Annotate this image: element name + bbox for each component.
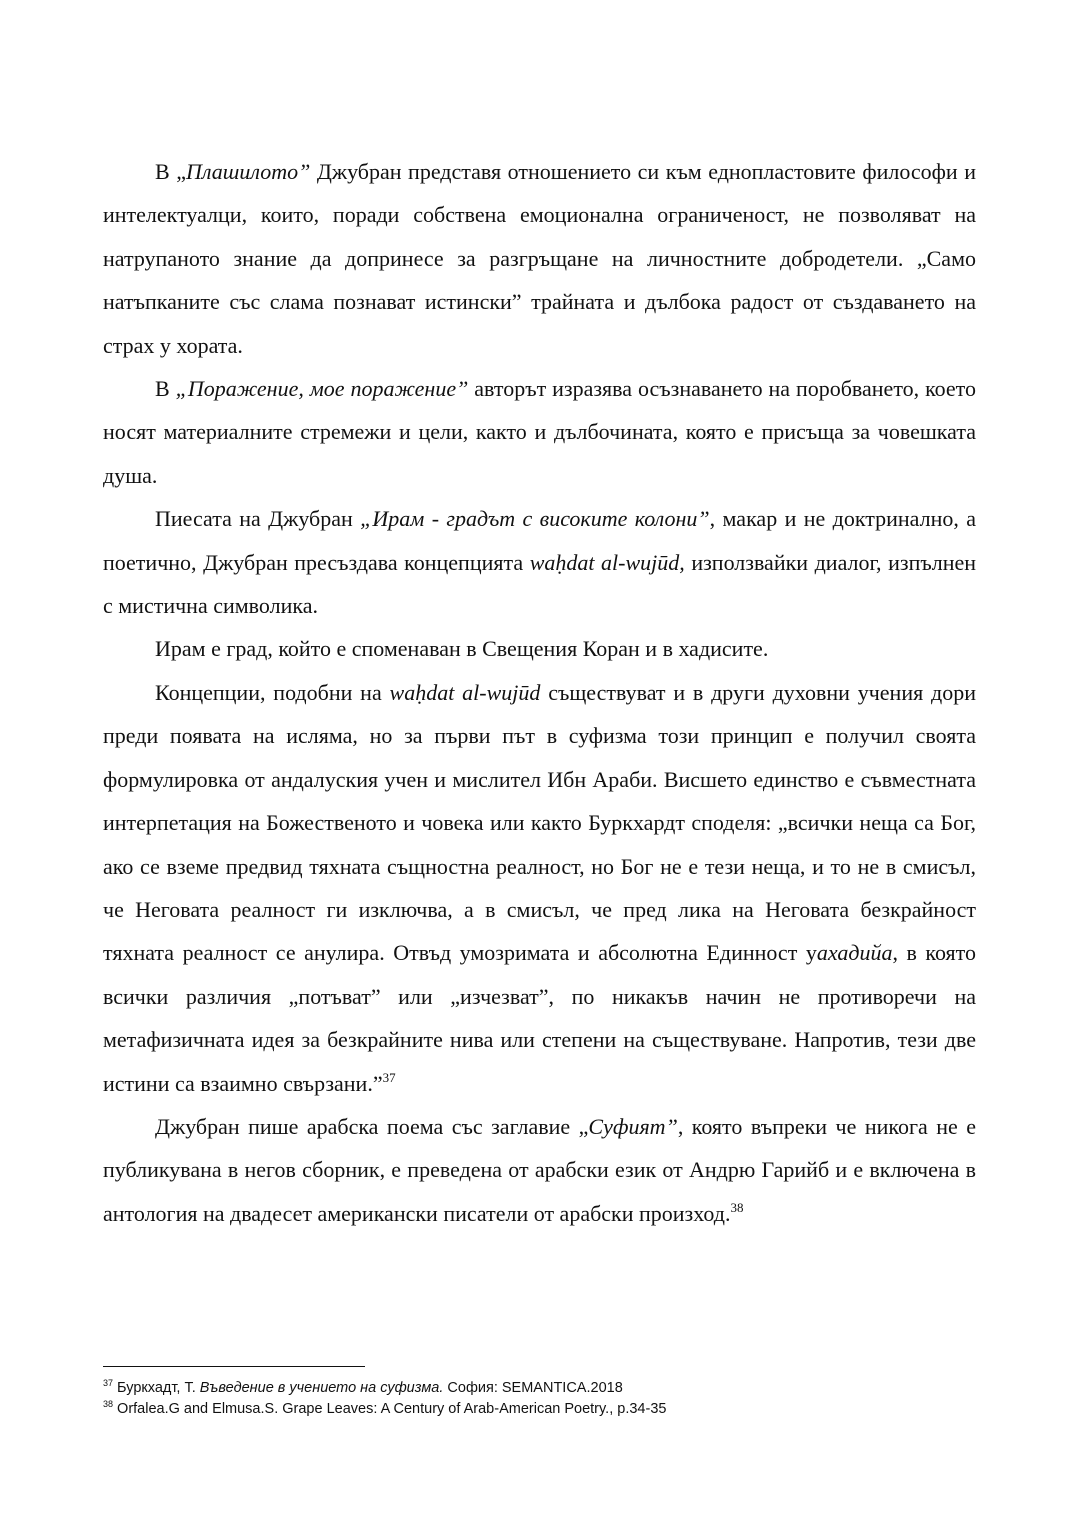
text-segment: авторът изразява осъзнаването на поробването, което носят материалните стремежи и цели, както и дълбочината, която е присъща за човешката душа. bbox=[103, 376, 976, 488]
footnote-ref-38[interactable]: 38 bbox=[730, 1199, 744, 1215]
footnote-38 bbox=[103, 1399, 976, 1420]
italic-title-sufiyat: Суфият” bbox=[588, 1113, 678, 1139]
footnote-number: 37 bbox=[103, 1378, 114, 1388]
italic-title-plashiloto: Плашилото” bbox=[185, 159, 311, 184]
text-segment: Концепции, подобни на bbox=[155, 679, 390, 705]
text-segment: използвайки диалог, изпълнен с мистична символика. bbox=[103, 549, 977, 619]
paragraph-sufiyat bbox=[103, 1105, 976, 1235]
text-segment: Джубран пише арабска поема със заглавие „ bbox=[155, 1113, 589, 1139]
text-segment: , в която всички различия „потъват” или „изчезват”, по никакъв начин не противоречи на метафизичната идея за безкрайните нива или степени на съществуване. Напротив, тези две истини са взаимно свързани.” bbox=[103, 940, 976, 1096]
italic-term-wahdat: waḥdat al-wujūd, bbox=[529, 549, 685, 575]
footnote-ref-37[interactable]: 37 bbox=[382, 1069, 396, 1085]
text-segment: Джубран представя отношението си към еднопластовите философи и интелектуалци, които, поради собствена емоционална ограниченост, не позволяват на натрупаното знание да допринесе за разгръщане на личностните добродетели. „Само натъпканите със слама познават истински” трайната и дълбока радост от създаването на страх у хората. bbox=[103, 159, 976, 358]
paragraph-porazhenie bbox=[103, 367, 976, 497]
footnotes bbox=[103, 1378, 976, 1420]
body-text bbox=[103, 150, 976, 1235]
italic-title-iram: „Ирам - градът с високите колони” bbox=[360, 506, 710, 532]
paragraph-iram-city bbox=[103, 627, 976, 670]
text-segment: В „ bbox=[155, 159, 186, 184]
text-segment: , която въпреки че никога не е публикувана в негов сборник, е преведена от арабски език от Андрю Гарийб и е включена в антология на двадесет американски писатели от арабски произход. bbox=[103, 1113, 976, 1226]
text-segment: , макар и не доктринално, а поетично, Джубран пресъздава концепцията bbox=[103, 506, 976, 575]
italic-term-ahadiya: ахадийа bbox=[816, 940, 893, 966]
text-segment: София: SEMANTICA.2018 bbox=[443, 1380, 623, 1396]
text-segment: съществуват и в други духовни учения дори преди появата на исляма, но за първи път в суфизма този принцип е получил своята формулировка от андалуския учен и мислител Ибн Араби. Висшето единство е съвместната интерпетация на Божественото и човека или както Буркхардт споделя: „всички неща са Бог, ако се вземе предвид тяхната същностна реалност, но Бог не е тези неща, и то не в смисъл, че Неговата реалност ги изключва, а в смисъл, че пред лика на Неговата безкрайност тяхната реалност се анулира. Отвъд умозримата и абсолютна Единност у bbox=[103, 679, 976, 966]
text-segment: Orfalea.G and Elmusa.S. Grape Leaves: A Century of Arab-American Poetry., p.34-35 bbox=[113, 1401, 667, 1417]
italic-title-porazhenie: „Поражение, мое поражение” bbox=[175, 376, 469, 402]
text-segment: Ирам е град, който е споменаван в Свещения Коран и в хадисите. bbox=[155, 636, 769, 662]
text-segment: Буркхадт, Т. bbox=[113, 1380, 200, 1396]
footnote-separator bbox=[103, 1366, 365, 1367]
paragraph-plashiloto bbox=[103, 150, 976, 367]
footnote-number: 38 bbox=[103, 1399, 114, 1409]
italic-book-title: Въведение в учението на суфизма. bbox=[199, 1380, 444, 1396]
text-segment: Пиесата на Джубран bbox=[155, 506, 361, 532]
footnote-37 bbox=[103, 1378, 976, 1399]
paragraph-concepts bbox=[103, 671, 976, 1105]
italic-term-wahdat: waḥdat al-wujūd bbox=[389, 679, 541, 705]
paragraph-iram-play bbox=[103, 497, 976, 627]
text-segment: В bbox=[155, 376, 176, 402]
